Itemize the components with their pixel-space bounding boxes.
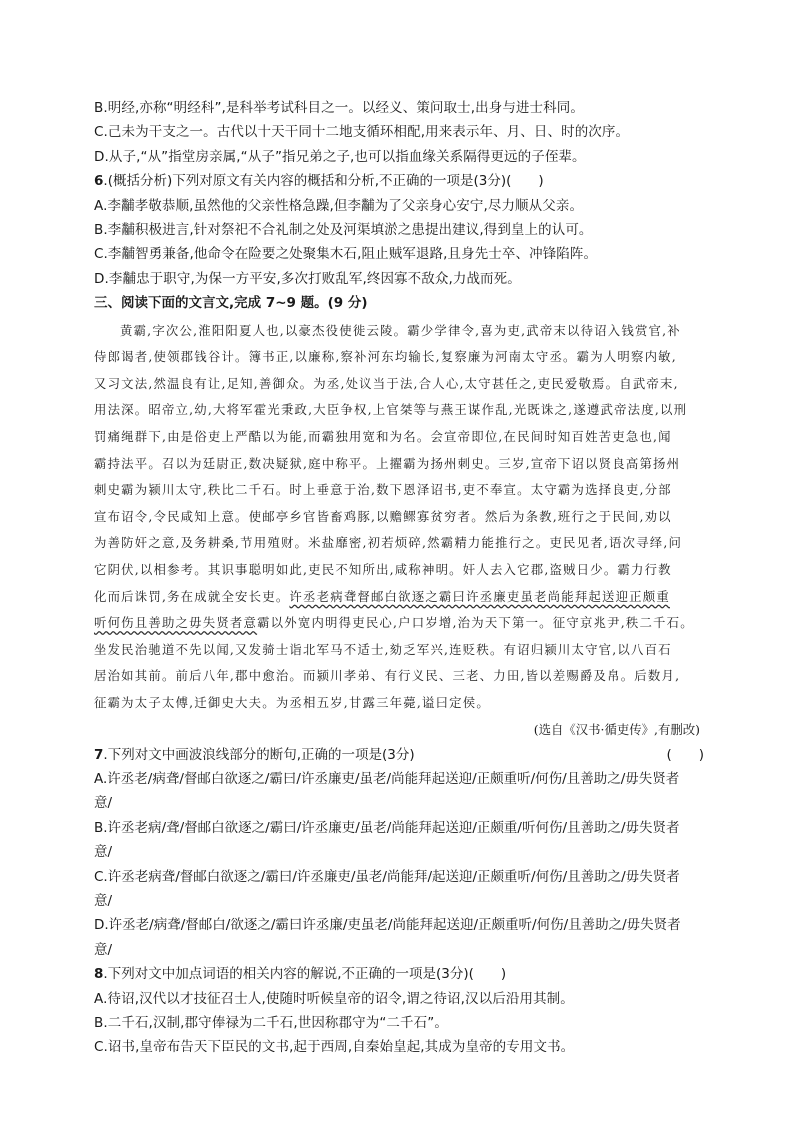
- option-b-top: B.明经,亦称“明经科”,是科举考试科目之一。以经义、策问取士,出身与进士科同。: [94, 100, 584, 116]
- option-list-top: [94, 96, 704, 169]
- question-8-option-c: C.诏书,皇帝布告天下臣民的文书,起于西周,自秦始皇起,其成为皇帝的专用文书。: [94, 1039, 575, 1056]
- passage-line: [94, 584, 704, 611]
- passage-line: 为善防奸之意,及务耕桑,节用殖财。米盐靡密,初若烦碎,然霸精力能推行之。吏民见者,语次寻绎,问: [94, 535, 683, 551]
- question-6: [94, 169, 704, 291]
- answer-bracket: ( ): [666, 746, 704, 763]
- question-8-stem: 8.下列对文中加点词语的相关内容的解说,不正确的一项是(3分)( ): [94, 966, 507, 983]
- passage-line: [94, 610, 704, 637]
- wavy-underlined-text: 听何伤且善助之毋失贤者意: [94, 615, 258, 631]
- question-6-option-a: A.李黼孝敬恭顺,虽然他的父亲性格急躁,但李黼为了父亲身心安宁,尽力顺从父亲。: [94, 197, 584, 214]
- question-8-option-a: A.待诏,汉代以才技征召士人,使随时听候皇帝的诏令,谓之待诏,汉以后沿用其制。: [94, 990, 574, 1007]
- question-8-option-b: B.二千石,汉制,郡守俸禄为二千石,世因称郡守为“二千石”。: [94, 1015, 448, 1032]
- passage-source: (选自《汉书·循吏传》,有删改): [533, 721, 700, 737]
- passage-line: 征霸为太子太傅,迁御史大夫。为丞相五岁,甘露三年薨,谥曰定侯。: [94, 694, 490, 710]
- passage-line: 罚痛绳群下,由是俗吏上严酷以为能,而霸独用宽和为名。会宣帝即位,在民间时知百姓苦吏急也,闻: [94, 429, 672, 445]
- question-8-number: 8: [94, 966, 104, 983]
- question-7-option-a: A.许丞老/病聋/督邮白欲逐之/霸曰/许丞廉吏/虽老/尚能拜起送迎/正颇重听/何伤/且善助之/毋失贤者 意/: [94, 770, 680, 812]
- question-6-number: 6: [94, 173, 104, 190]
- option-d-top: D.从子,“从”指堂房亲属,“从子”指兄弟之子,也可以指血缘关系隔得更远的子侄辈。: [94, 148, 586, 165]
- question-7-number: 7: [94, 746, 104, 763]
- passage-line: 宣布诏令,令民咸知上意。使邮亭乡官皆畜鸡豚,以赡鳏寡贫穷者。然后为条教,班行之于民间,劝以: [94, 508, 672, 524]
- passage-line: 用法深。昭帝立,幼,大将军霍光秉政,大臣争权,上官桀等与燕王谋作乱,光既诛之,遂遵武帝法度,以刑: [94, 402, 688, 418]
- document-page: [94, 96, 704, 1060]
- passage-line: 霸持法平。召以为廷尉正,数决疑狱,庭中称平。上擢霸为扬州刺史。三岁,宣帝下诏以贤良高第扬州: [94, 455, 681, 471]
- classical-passage: [94, 318, 704, 743]
- question-6-option-b: B.李黼积极进言,针对祭祀不合礼制之处及河渠填淤之患提出建议,得到皇上的认可。: [94, 222, 593, 239]
- passage-line: 刺史霸为颍川太守,秩比二千石。时上垂意于治,数下恩泽诏书,吏不奉宣。太守霸为选择良吏,分部: [94, 482, 672, 498]
- passage-line: 侍郎谒者,使领郡钱谷计。簿书正,以廉称,察补河东均输长,复察廉为河南太守丞。霸为人明察内敏,: [94, 349, 677, 365]
- passage-line: 黄霸,字次公,淮阳阳夏人也,以豪杰役使徙云陵。霸少学律令,喜为吏,武帝末以待诏入钱赏官,补: [120, 322, 681, 338]
- question-7-option-b: B.许丞老病/聋/督邮白欲逐之/霸曰/许丞廉吏/虽老/尚能拜起送迎/正颇重/听何伤/且善助之/毋失贤者 意/: [94, 819, 680, 861]
- option-c-top: C.己未为干支之一。古代以十天干同十二地支循环相配,用来表示年、月、日、时的次序。: [94, 124, 630, 141]
- passage-line: 坐发民治驰道不先以闻,又发骑士诣北军马不适士,劾乏军兴,连贬秩。有诏归颍川太守官,以八百石: [94, 641, 672, 657]
- section-heading: 三、阅读下面的文言文,完成 7~9 题。(9 分): [94, 295, 368, 312]
- question-8: [94, 962, 704, 1060]
- question-6-stem: 6.(概括分析)下列对原文有关内容的概括和分析,不正确的一项是(3分)( ): [94, 173, 544, 190]
- passage-line: 居治如其前。前后八年,郡中愈治。而颍川孝弟、有行义民、三老、力田,皆以差赐爵及帛。后数月,: [94, 668, 681, 684]
- passage-line: 又习文法,然温良有让,足知,善御众。为丞,处议当于法,合人心,太守甚任之,吏民爱敬焉。自武帝末,: [94, 375, 679, 391]
- question-6-option-c: C.李黼智勇兼备,他命令在险要之处聚集木石,阻止贼军退路,且身先士卒、冲锋陷阵。: [94, 246, 598, 263]
- question-7-stem: 7.下列对文中画波浪线部分的断句,正确的一项是(3分) ( ): [94, 743, 704, 767]
- question-7-option-d: D.许丞老/病聋/督邮白/欲逐之/霸曰许丞廉/吏虽老/尚能拜起送迎/正颇重听/何伤/且善助之/毋失贤者 意/: [94, 917, 681, 958]
- wavy-underlined-text: 许丞老病聋督邮白欲逐之霸曰许丞廉吏虽老尚能拜起送迎正颇重: [289, 588, 670, 604]
- question-7-option-c: C.许丞老病聋/督邮白欲逐之/霸曰/许丞廉吏/虽老/尚能拜/起送迎/正颇重听/何伤/且善助之/毋失贤者 意/: [94, 868, 680, 909]
- passage-line: 它阴伏,以相参考。其识事聪明如此,吏民不知所出,咸称神明。奸人去入它郡,盗贼日少。霸力行教: [94, 562, 672, 577]
- question-6-option-d: D.李黼忠于职守,为保一方平安,多次打败乱军,终因寡不敌众,力战而死。: [94, 270, 521, 287]
- passage-text: 化而后诛罚,务在成就全安长吏。: [94, 588, 290, 604]
- question-7: [94, 743, 704, 963]
- passage-text: 霸以外宽内明得吏民心,户口岁增,治为天下第一。征守京兆尹,秩二千石。: [257, 615, 694, 631]
